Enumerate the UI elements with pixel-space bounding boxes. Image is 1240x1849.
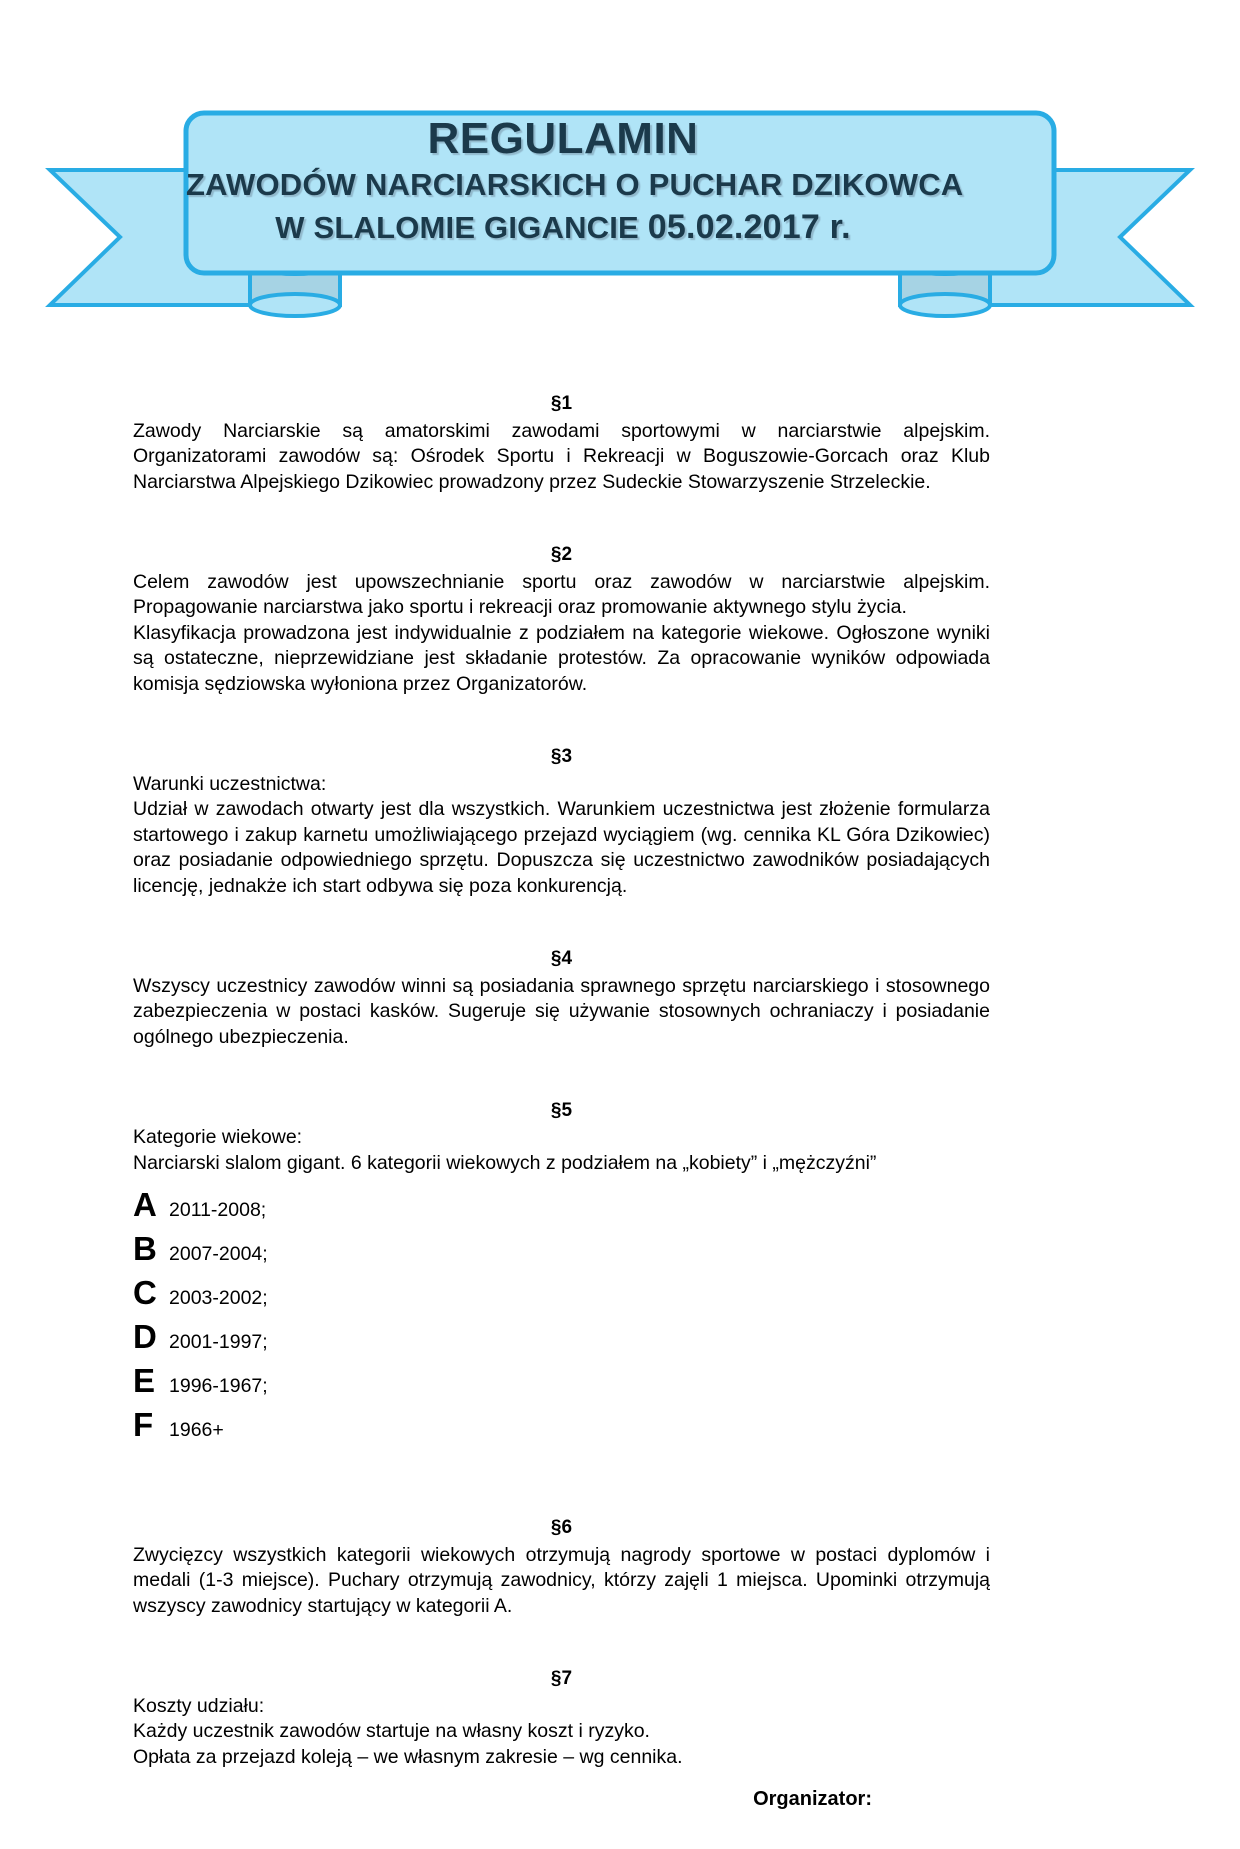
age-category-years: 1966+: [169, 1419, 224, 1442]
spacer: [133, 1619, 990, 1665]
section-2-paragraph-2: Klasyfikacja prowadzona jest indywidualnie z podziałem na kategorie wiekowe. Ogłoszone wyniki są ostateczne, nieprzewidziane jest składanie protestów. Za opracowanie wyników odpowiada komisja sędziowska wyłoniona przez Organizatorów.: [133, 621, 990, 695]
section-6-paragraph: Zwycięzcy wszystkich kategorii wiekowych otrzymują nagrody sportowe w postaci dyplomów i medali (1-3 miejsce). Puchary otrzymują zawodnicy, którzy zajęli 1 miejsca. Upominki otrzymują wszyscy zawodnicy startujący w kategorii A.: [133, 1543, 990, 1617]
section-mark-2: §2: [550, 544, 573, 566]
section-1-paragraph: Zawody Narciarskie są amatorskimi zawodami sportowymi w narciarstwie alpejskim. Organizatorami zawodów są: Ośrodek Sportu i Rekreacji w Boguszowie-Gorcach oraz Klub Narciarstwa Alpejskiego Dzikowiec prowadzony przez Sudeckie Stowarzyszenie Strzeleckie.: [133, 419, 990, 493]
ribbon-fold-left-bottom: [250, 294, 340, 316]
banner-subtitle: ZAWODÓW NARCIARSKICH O PUCHAR DZIKOWCA: [186, 167, 964, 202]
section-mark-5: §5: [550, 1099, 573, 1121]
ribbon-fold-right-bottom: [900, 294, 990, 316]
age-category-years: 2001-1997;: [169, 1331, 268, 1354]
age-category-row: [133, 1188, 990, 1232]
banner-event-prefix: W SLALOMIE GIGANCIE: [275, 210, 648, 245]
age-category-list: [133, 1188, 990, 1452]
age-category-row: [133, 1408, 990, 1452]
spacer: [133, 1770, 990, 1788]
banner-event-line: [186, 210, 940, 244]
organizer-signature-label: Organizator:: [753, 1788, 872, 1811]
age-category-letter: B: [133, 1230, 157, 1268]
spacer: [133, 1452, 990, 1514]
age-category-years: 1996-1967;: [169, 1375, 268, 1398]
section-4-paragraph: Wszyscy uczestnicy zawodów winni są posiadania sprawnego sprzętu narciarskiego i stosownego zabezpieczenia w postaci kasków. Sugeruje się używanie stosownych ochraniaczy i posiadanie ogólnego ubezpieczenia.: [133, 974, 990, 1048]
banner-text-block: [186, 114, 964, 246]
spacer: [133, 697, 990, 743]
age-category-row: [133, 1276, 990, 1320]
section-mark-7: §7: [550, 1668, 573, 1690]
section-mark-3: §3: [550, 746, 573, 768]
section-mark-1: §1: [550, 393, 573, 414]
age-category-letter: A: [133, 1186, 157, 1224]
age-category-letter: D: [133, 1318, 157, 1356]
age-category-row: [133, 1232, 990, 1276]
section-3-paragraph-1: Warunki uczestnictwa:: [133, 772, 327, 795]
banner-title: REGULAMIN: [427, 114, 699, 163]
banner-event-date: 05.02.2017 r.: [647, 208, 851, 246]
age-category-letter: E: [133, 1362, 156, 1400]
age-category-letter: C: [133, 1274, 157, 1312]
section-5-paragraph-2: Narciarski slalom gigant. 6 kategorii wiekowych z podziałem na „kobiety” i „mężczyźni”: [133, 1151, 877, 1174]
section-7-paragraph-3: Opłata za przejazd koleją – we własnym zakresie – wg cennika.: [133, 1745, 683, 1768]
spacer: [133, 495, 990, 541]
document-body: [133, 390, 990, 1811]
section-5-paragraph-1: Kategorie wiekowe:: [133, 1126, 303, 1148]
section-mark-6: §6: [550, 1517, 573, 1539]
section-mark-4: §4: [550, 948, 573, 970]
section-7-paragraph-1: Koszty udziału:: [133, 1694, 265, 1717]
age-category-row: [133, 1320, 990, 1364]
title-banner: [0, 95, 1240, 320]
spacer: [133, 1051, 990, 1097]
section-7-paragraph-2: Każdy uczestnik zawodów startuje na własny koszt i ryzyko.: [133, 1720, 650, 1743]
age-category-years: 2011-2008;: [169, 1199, 267, 1222]
age-category-years: 2007-2004;: [169, 1243, 268, 1266]
spacer: [133, 899, 990, 945]
section-2-paragraph-1: Celem zawodów jest upowszechnianie sportu oraz zawodów w narciarstwie alpejskim. Propagowanie narciarstwa jako sportu i rekreacji oraz promowanie aktywnego stylu życia.: [133, 570, 990, 619]
age-category-years: 2003-2002;: [169, 1287, 268, 1310]
document-page: [0, 95, 1240, 1849]
age-category-row: [133, 1364, 990, 1408]
section-3-paragraph-2: Udział w zawodach otwarty jest dla wszystkich. Warunkiem uczestnictwa jest złożenie formularza startowego i zakup karnetu umożliwiającego przejazd wyciągiem (wg. cennika KL Góra Dzikowiec) oraz posiadanie odpowiedniego sprzętu. Dopuszcza się uczestnictwo zawodników posiadających licencję, jednakże ich start odbywa się poza konkurencją.: [133, 798, 990, 897]
age-category-letter: F: [133, 1406, 154, 1444]
